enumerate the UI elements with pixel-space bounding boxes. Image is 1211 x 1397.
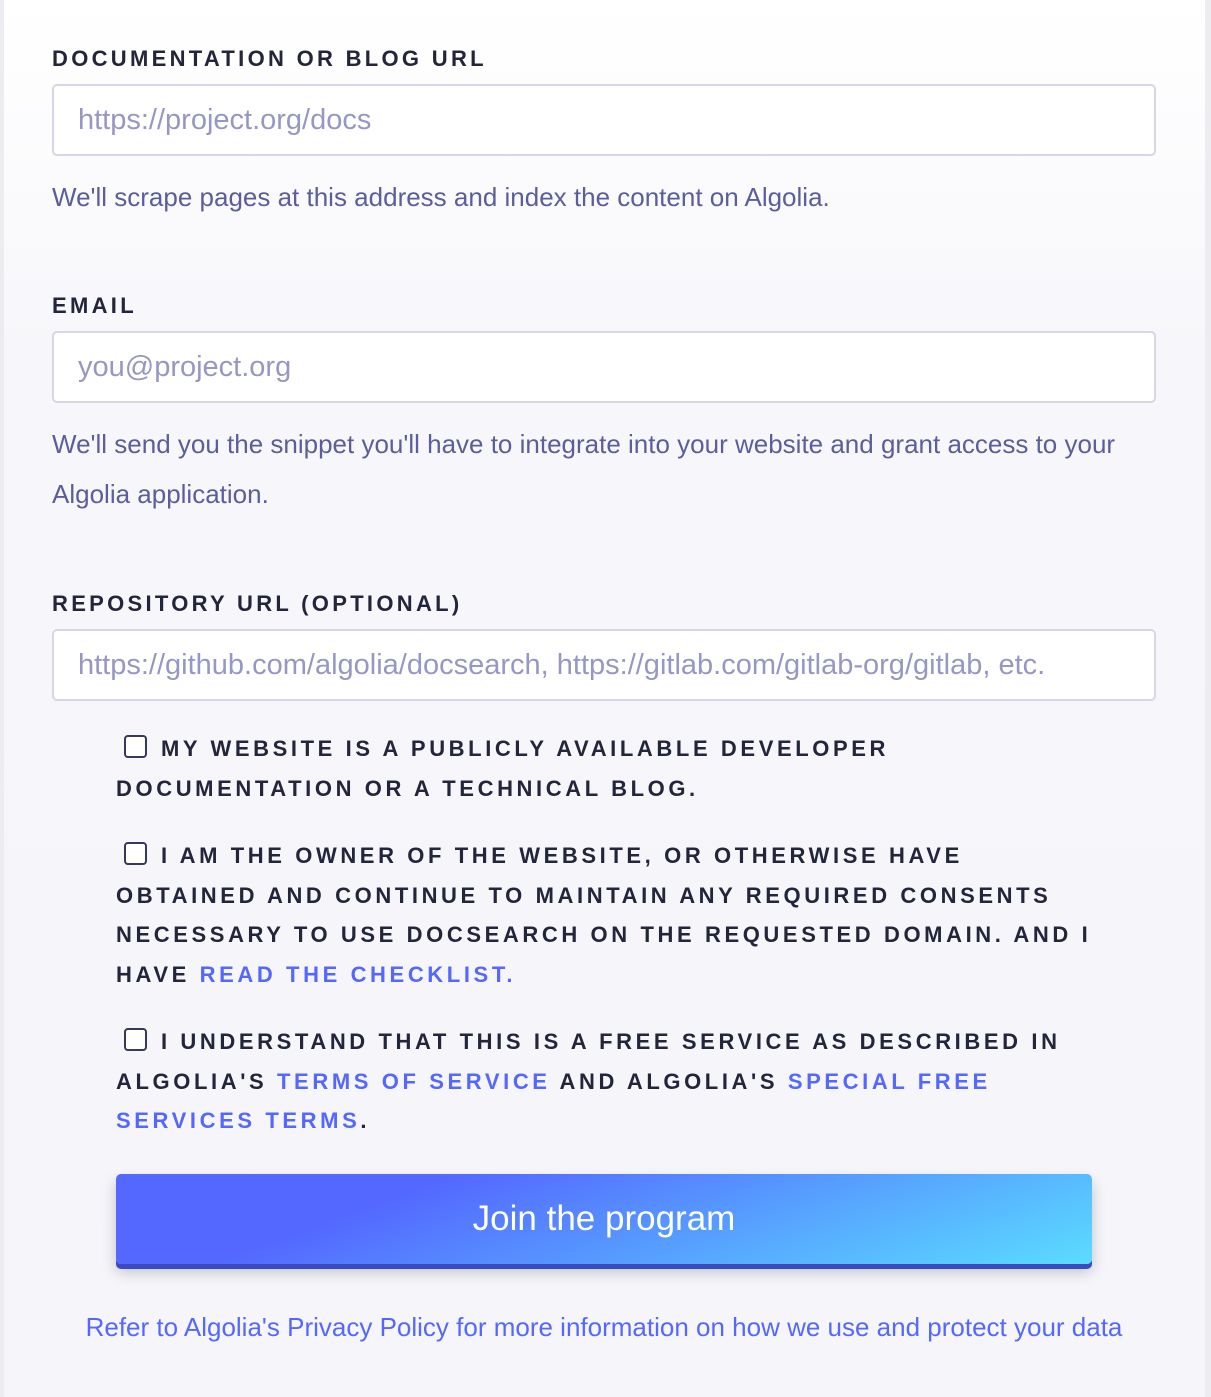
special-free-services-terms-link[interactable]: SPECIAL FREE SERVICES TERMS — [116, 1068, 991, 1133]
public-docs-text: MY WEBSITE IS A PUBLICLY AVAILABLE DEVELOPER DOCUMENTATION OR A TECHNICAL BLOG. — [116, 736, 890, 801]
owner-consent-text: I AM THE OWNER OF THE WEBSITE, OR OTHERWISE HAVE OBTAINED AND CONTINUE TO MAINTAIN ANY REQUIRED CONSENTS NECESSARY TO USE DOCSEARCH ON THE REQUESTED DOMAIN. AND I HAVE — [116, 843, 1092, 987]
terms-text: I UNDERSTAND THAT THIS IS A FREE SERVICE AS DESCRIBED IN ALGOLIA'S — [116, 1029, 1061, 1094]
privacy-policy-note[interactable]: Refer to Algolia's Privacy Policy for more information on how we use and protect your data — [85, 1312, 1123, 1342]
docs-url-label: DOCUMENTATION OR BLOG URL — [52, 46, 487, 71]
checkbox-row-public-docs — [116, 729, 1106, 808]
terms-of-service-link[interactable]: TERMS OF SERVICE — [277, 1068, 551, 1094]
email-help: We'll send you the snippet you'll have to integrate into your website and grant access to your Algolia application. — [52, 429, 1116, 509]
owner-consent-checkbox[interactable] — [124, 842, 147, 865]
checkbox-row-owner-consent — [116, 836, 1106, 994]
terms-suffix: . — [360, 1108, 371, 1133]
terms-checkbox[interactable] — [124, 1028, 147, 1051]
docs-url-help: We'll scrape pages at this address and index the content on Algolia. — [52, 182, 830, 212]
join-program-button[interactable]: Join the program — [116, 1174, 1092, 1264]
terms-middle-text: AND ALGOLIA'S — [559, 1068, 779, 1094]
docs-url-input[interactable] — [52, 84, 1156, 156]
repo-url-input[interactable] — [52, 629, 1156, 701]
public-docs-checkbox[interactable] — [124, 735, 147, 758]
repo-url-label: REPOSITORY URL (OPTIONAL) — [52, 591, 463, 616]
email-input[interactable] — [52, 331, 1156, 403]
checklist-suffix: . — [506, 961, 517, 987]
checklist-link[interactable]: READ THE CHECKLIST — [199, 961, 507, 987]
checkbox-row-terms — [116, 1022, 1106, 1141]
email-label: EMAIL — [52, 293, 137, 318]
